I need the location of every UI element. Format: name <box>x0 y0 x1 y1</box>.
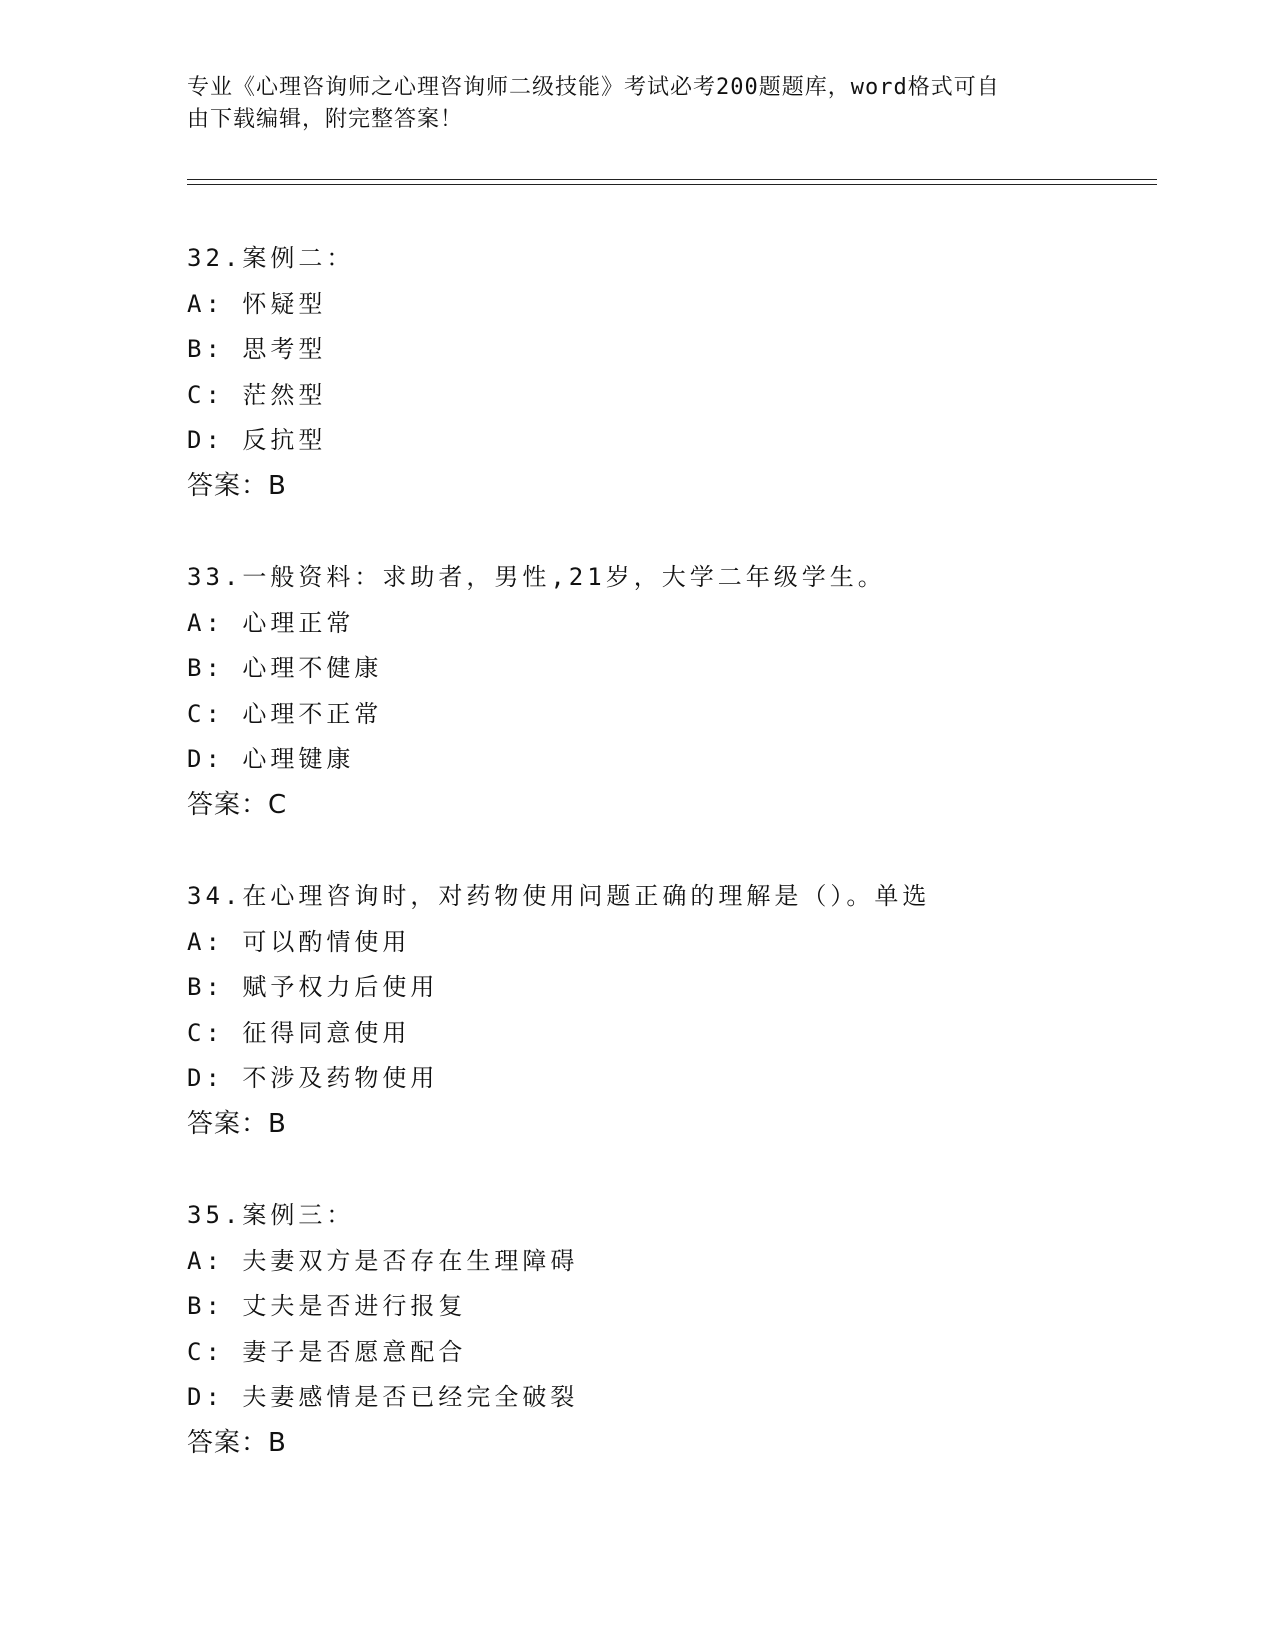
question-block <box>187 874 1187 1147</box>
option-a: A: 可以酌情使用 <box>187 927 411 956</box>
option-d: D: 反抗型 <box>187 426 327 454</box>
option-d: D: 夫妻感情是否已经完全破裂 <box>187 1383 579 1411</box>
header-line-1: 专业《心理咨询师之心理咨询师二级技能》考试必考200题题库，word格式可自 <box>187 75 1000 100</box>
header-line-2: 由下载编辑，附完整答案！ <box>187 107 464 132</box>
option-b: B: 丈夫是否进行报复 <box>187 1292 467 1320</box>
option-a: A: 夫妻双方是否存在生理障碍 <box>187 1246 579 1275</box>
question-block <box>187 1193 1187 1466</box>
question-stem: 32.案例二： <box>187 244 355 272</box>
option-c: C: 茫然型 <box>187 380 327 409</box>
answer-line: 答案：B <box>187 470 287 501</box>
option-c: C: 心理不正常 <box>187 699 383 728</box>
option-b: B: 心理不健康 <box>187 654 383 682</box>
question-block <box>187 236 1187 509</box>
answer-line: 答案：C <box>187 789 288 820</box>
option-c: C: 征得同意使用 <box>187 1018 411 1047</box>
option-a: A: 怀疑型 <box>187 289 327 318</box>
option-d: D: 心理键康 <box>187 745 355 773</box>
question-block <box>187 555 1187 828</box>
option-d: D: 不涉及药物使用 <box>187 1064 439 1092</box>
option-b: B: 思考型 <box>187 335 327 363</box>
header-divider <box>187 179 1157 185</box>
answer-line: 答案：B <box>187 1427 287 1458</box>
option-a: A: 心理正常 <box>187 608 355 637</box>
document-header <box>187 72 1067 136</box>
option-c: C: 妻子是否愿意配合 <box>187 1337 467 1366</box>
question-stem: 33.一般资料：求助者，男性,21岁，大学二年级学生。 <box>187 563 886 591</box>
question-stem: 34.在心理咨询时，对药物使用问题正确的理解是（）。单选 <box>187 882 931 910</box>
question-stem: 35.案例三： <box>187 1201 355 1229</box>
answer-line: 答案：B <box>187 1108 287 1139</box>
option-b: B: 赋予权力后使用 <box>187 973 439 1001</box>
